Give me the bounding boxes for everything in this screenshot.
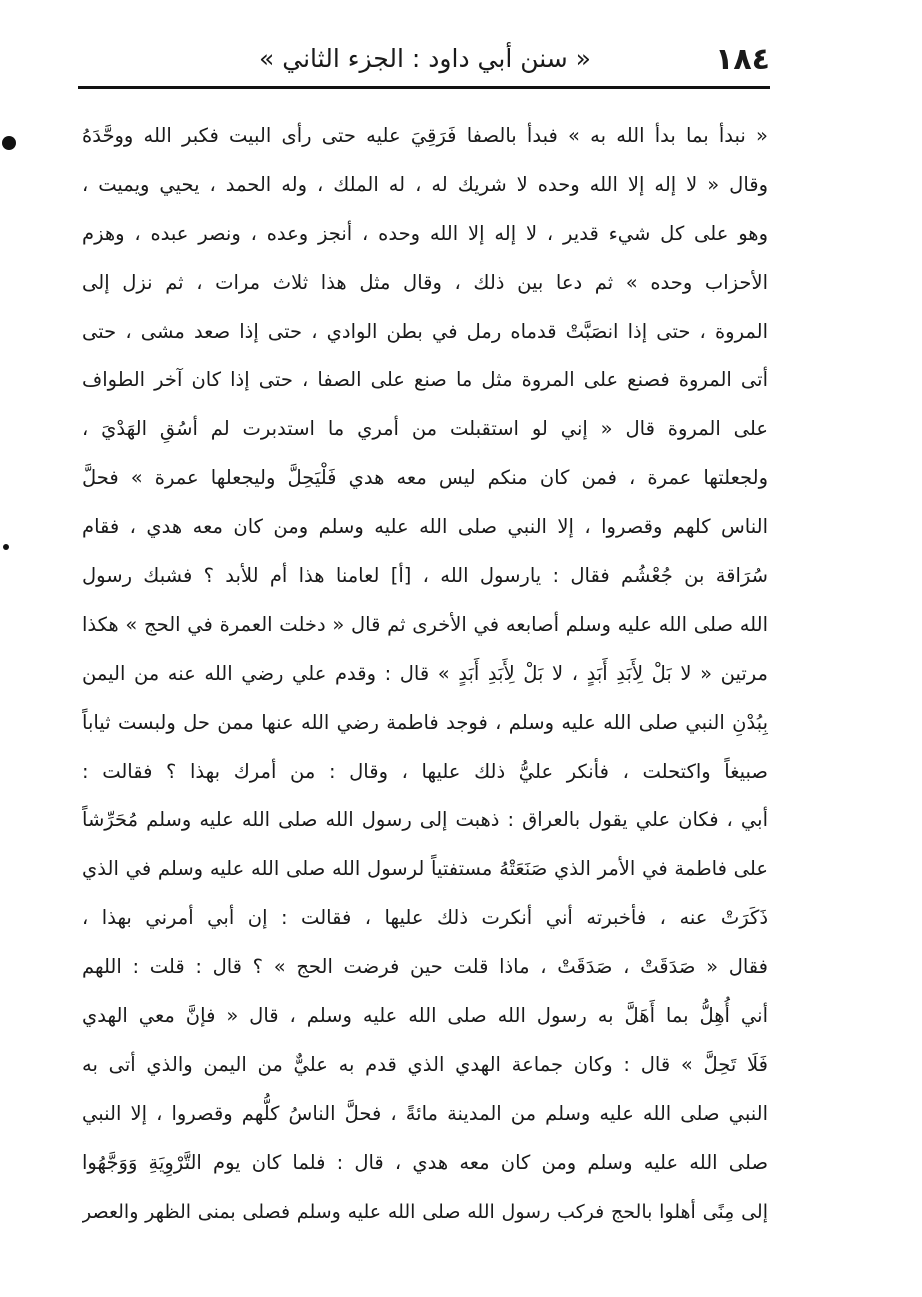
- text-line: ذَكَرَتْ عنه ، فأخبرته أني أنكرت ذلك عليها ، فقالت : إن أبي أمرني بهذا ،: [82, 906, 768, 930]
- page-header: [80, 38, 770, 82]
- text-line: الأحزاب وحده » ثم دعا بين ذلك ، وقال مثل هذا ثلاث مرات ، ثم نزل إلى: [82, 270, 768, 294]
- text-line: بِبُدْنِ النبي صلى الله عليه وسلم ، فوجد فاطمة رضي الله عنها ممن حل ولبست ثياباً: [82, 710, 768, 734]
- text-line: أبي ، فكان علي يقول بالعراق : ذهبت إلى رسول الله صلى الله عليه وسلم مُحَرِّشاً: [82, 808, 768, 832]
- body-text: [82, 112, 768, 1236]
- text-line: سُرَاقة بن جُعْشُم فقال : يارسول الله ، [أ] لعامنا هذا أم للأبد ؟ فشبك رسول: [82, 564, 768, 588]
- running-title: « سنن أبي داود : الجزء الثاني »: [259, 44, 591, 73]
- text-line: وقال « لا إله إلا الله وحده لا شريك له ، له الملك ، وله الحمد ، يحيي ويميت ،: [82, 172, 768, 196]
- page-number: ١٨٤: [715, 42, 770, 77]
- text-line: إلى مِنًى أهلوا بالحج فركب رسول الله صلى الله عليه وسلم فصلى بمنى الظهر والعصر: [82, 1200, 768, 1223]
- text-line: « نبدأ بما بدأ الله به » فبدأ بالصفا فَرَقِيَ عليه حتى رأى البيت فكبر الله ووحَّدَهُ: [82, 124, 768, 147]
- text-line: صلى الله عليه وسلم ومن كان معه هدي ، قال : فلما كان يوم التَّرْوِيَةِ وَوَجَّهُوا: [82, 1150, 768, 1174]
- text-line: المروة ، حتى إذا انصَبَّتْ قدماه رمل في بطن الوادي ، حتى إذا صعد مشى ، حتى: [82, 319, 768, 343]
- header-rule: [78, 86, 770, 89]
- text-line: على المروة قال « إني لو استقبلت من أمري ما استدبرت لم أسُقِ الهَدْيَ ،: [82, 417, 768, 441]
- text-line: أني أُهِلُّ بما أَهَلَّ به رسول الله صلى الله عليه وسلم ، قال « فإنَّ معي الهدي: [82, 1004, 768, 1028]
- text-line: فقال « صَدَقَتْ ، صَدَقَتْ ، ماذا قلت حين فرضت الحج » ؟ قال : قلت : اللهم: [82, 955, 768, 979]
- text-line: فَلَا تَحِلَّ » قال : وكان جماعة الهدي الذي قدم به عليٌّ من اليمن والذي أتى به: [82, 1052, 768, 1076]
- text-line: أتى المروة فصنع على المروة مثل ما صنع على الصفا ، حتى إذا كان آخر الطواف: [82, 368, 768, 392]
- ink-blot: [3, 544, 9, 550]
- text-line: مرتين « لا بَلْ لِأَبَدِ أَبَدٍ ، لا بَلْ لِأَبَدِ أَبَدٍ » قال : وقدم علي رضي الله عنه من اليمن: [82, 661, 768, 685]
- text-line: على فاطمة في الأمر الذي صَنَعَتْهُ مستفتياً لرسول الله صلى الله عليه وسلم في الذي: [82, 857, 768, 881]
- text-line: وهو على كل شيء قدير ، لا إله إلا الله وحده ، أنجز وعده ، ونصر عبده ، وهزم: [82, 221, 768, 245]
- text-line: صبيغاً واكتحلت ، فأنكر عليُّ ذلك عليها ، وقال : من أمرك بهذا ؟ فقالت :: [82, 759, 768, 783]
- text-line: الناس كلهم وقصروا ، إلا النبي صلى الله عليه وسلم ومن كان معه هدي ، فقام: [82, 515, 768, 539]
- text-line: ولجعلتها عمرة ، فمن كان منكم ليس معه هدي فَلْيَحِلَّ وليجعلها عمرة » فحلَّ: [82, 466, 768, 490]
- ink-blot: [2, 136, 16, 150]
- text-line: النبي صلى الله عليه وسلم من المدينة مائةً ، فحلَّ الناسُ كلُّهم وقصروا ، إلا النبي: [82, 1101, 768, 1125]
- text-line: الله صلى الله عليه وسلم أصابعه في الأخرى ثم قال « دخلت العمرة في الحج » هكذا: [82, 612, 768, 636]
